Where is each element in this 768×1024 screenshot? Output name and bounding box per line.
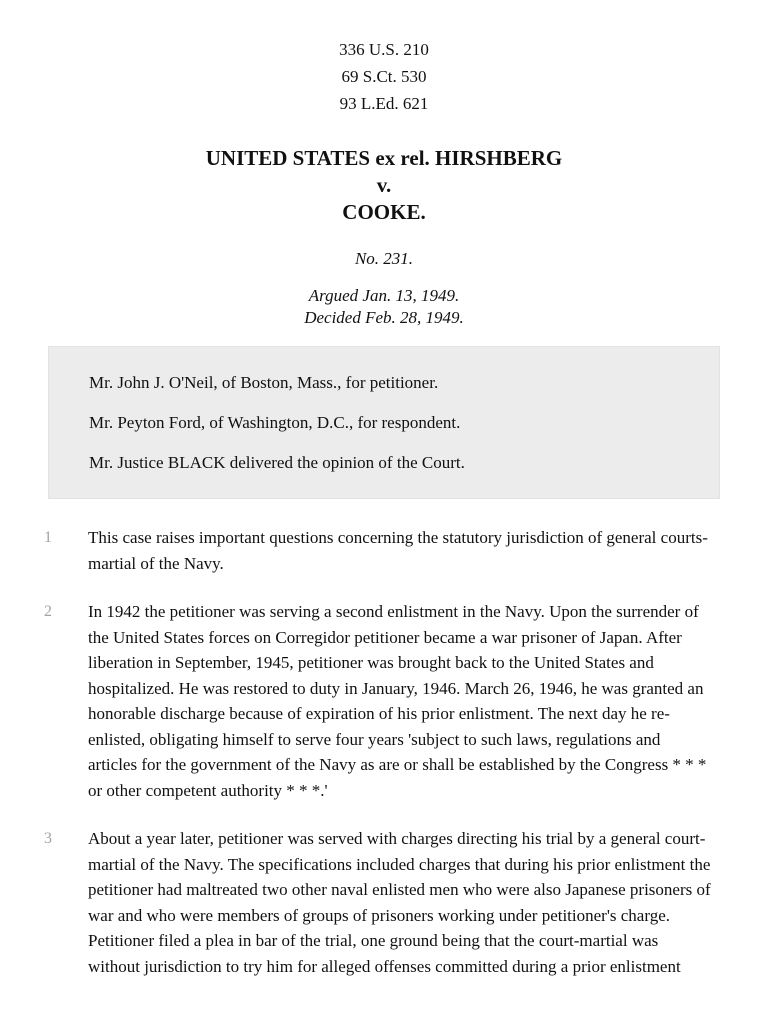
decided-date: Decided Feb. 28, 1949. [304,308,464,327]
paragraph-text: In 1942 the petitioner was serving a second enlistment in the Navy. Upon the surrender of the United States forces on Corregidor petitioner became a war prisoner of Japan. After liberation in September, 1945, petitioner was brought back to the United States and hospitalized. He was restored to duty in January, 1946. March 26, 1946, he was granted an honorable discharge because of expiration of his prior enlistment. The next day he re-enlisted, obligating himself to serve four years 'subject to such laws, regulations and articles for the government of the Navy as are or shall be established by the Congress * * * or other competent authority * * *.' [88,602,707,800]
paragraph-number: 3 [44,830,52,847]
case-title-versus: v. [376,173,392,197]
opinion-author: Mr. Justice BLACK delivered the opinion of the Court. [89,453,465,472]
opinion-paragraph-3 [44,826,712,979]
paragraph-text: About a year later, petitioner was served with charges directing his trial by a general court-martial of the Navy. The specifications included charges that during his prior enlistment the petitioner had maltreated two other naval enlisted men who were also Japanese prisoners of war and who were members of groups of prisoners working under petitioner's charge. Petitioner filed a plea in bar of the trial, one ground being that the court-martial was without jurisdiction to try him for alleged offenses committed during a prior enlistment [88,829,711,976]
docket-number: No. 231. [354,249,414,268]
case-title-respondent: COOKE. [342,200,426,224]
case-title [0,145,768,226]
opinion-paragraph-1 [44,525,712,576]
citation-supreme-court-reporter: 69 S.Ct. 530 [341,67,427,86]
dates-block [0,285,768,329]
counsel-box [48,346,720,499]
opinion-body [0,525,768,979]
paragraph-number: 1 [44,529,52,546]
citations-block [0,0,768,117]
paragraph-number: 2 [44,603,52,620]
counsel-respondent: Mr. Peyton Ford, of Washington, D.C., for respondent. [89,413,461,432]
paragraph-text: This case raises important questions concerning the statutory jurisdiction of general courts-martial of the Navy. [88,528,708,573]
case-title-petitioner: UNITED STATES ex rel. HIRSHBERG [205,146,563,170]
opinion-paragraph-2 [44,599,712,803]
citation-lawyers-edition: 93 L.Ed. 621 [339,94,429,113]
argued-date: Argued Jan. 13, 1949. [308,286,460,305]
citation-us-reports: 336 U.S. 210 [339,40,429,59]
counsel-petitioner: Mr. John J. O'Neil, of Boston, Mass., for petitioner. [89,373,439,392]
